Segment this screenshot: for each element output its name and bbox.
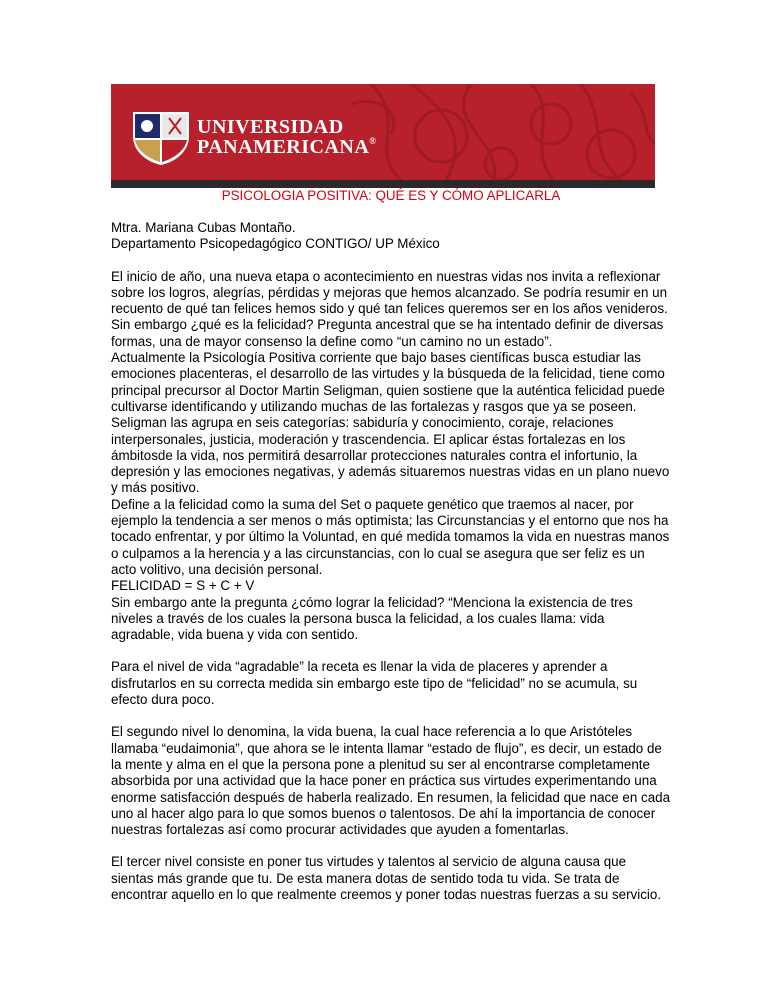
author-line: Mtra. Mariana Cubas Montaño. [111,220,296,235]
registered-mark: ® [369,136,377,146]
spacer [111,204,671,220]
crest-icon [129,108,193,166]
intro-paragraph-2: Actualmente la Psicología Positiva corriente que bajo bases científicas busca estudiar las emociones placenteras, el desarrollo de las virtudes y la búsqueda de la felicidad, tiene como principal precursor al Doctor Martin Seligman, quien sostiene que la auténtica felicidad puede cultivarse identificando y utilizando muchas de las fortalezas y rasgos que ya se poseen. Seligman las agrupa en seis categorías: sabiduría y conocimiento, coraje, relaciones interpersonales, justicia, moderación y trascendencia. El aplicar éstas fortalezas en los ámbitosde la vida, nos permitirá desarrollar protecciones naturales contra el infortunio, la depresión y las emociones negativas, y además situaremos nuestras vidas en un plano nuevo y más positivo. [111,350,670,496]
document-title: PSICOLOGIA POSITIVA: QUÉ ES Y CÓMO APLICARLA [221,188,561,203]
logo-wordmark [197,117,377,158]
department-line: Departamento Psicopedagógico CONTIGO/ UP México [111,236,440,252]
paragraph-vida-buena: El segundo nivel lo denomina, la vida buena, la cual hace referencia a lo que Aristóteles llamaba “eudaimonia”, que ahora se le intenta llamar “estado de flujo”, es decir, un estado de la mente y alma en el que la persona pone a plenitud su ser al encontrarse completamente absorbida por una actividad que la hace poner en práctica sus virtudes experimentando una enorme satisfacción después de haberla realizado. En resumen, la felicidad que nace en cada uno al hacer algo para lo que somos buenos o talentosos. De ahí la importancia de conocer nuestras fortalezas así como procurar actividades que ayuden a fomentarlas. [111,724,671,838]
university-logo [129,108,377,166]
intro-block [111,269,671,644]
formula-line: FELICIDAD = S + C + V [111,578,255,594]
paragraph-vida-sentido: El tercer nivel consiste en poner tus virtudes y talentos al servicio de alguna causa que sientas más grande que tu. De esta manera dotas de sentido toda tu vida. Se trata de encontrar aquello en lo que realmente creemos y poner todas nuestras fuerzas a su servicio. [111,854,662,902]
intro-paragraph-4: Sin embargo ante la pregunta ¿cómo lograr la felicidad? “Menciona la existencia de tres niveles a través de los cuales la persona busca la felicidad, a los cuales llama: vida agradable, vida buena y vida con sentido. [111,594,633,643]
paragraph-vida-agradable: Para el nivel de vida “agradable” la receta es llenar la vida de placeres y aprender a disfrutarlos en su correcta medida sin embargo este tipo de “felicidad” no se acumula, su efecto dura poco. [111,659,638,708]
logo-line-2-text: PANAMERICANA [197,136,370,158]
header-banner [111,84,655,188]
intro-paragraph-3: Define a la felicidad como la suma del Set o paquete genético que traemos al nacer, por ejemplo la tendencia a ser menos o más optimista; las Circunstancias y el entorno que nos ha tocado enfrentar, y por último la Voluntad, en qué medida tomamos la vida en nuestras manos o culpamos a la herencia y a las circunstancias, con lo cual se asegura que ser feliz es un acto volitivo, una decisión personal. [111,496,670,577]
document-body [111,188,671,903]
logo-line-1: UNIVERSIDAD [197,115,344,138]
logo-line-2 [197,137,377,157]
intro-paragraph-1: El inicio de año, una nueva etapa o acontecimiento en nuestras vidas nos invita a reflexionar sobre los logros, alegrías, pérdidas y mejoras que hemos alcanzado. Se podría resumir en un recuento de qué tan felices hemos sido y qué tan felices queremos ser en los años venideros. Sin embargo ¿qué es la felicidad? Pregunta ancestral que se ha intentado definir de diversas formas, una de mayor consenso la define como “un camino no un estado”. [111,268,668,349]
banner-bottom-strip [111,180,655,188]
